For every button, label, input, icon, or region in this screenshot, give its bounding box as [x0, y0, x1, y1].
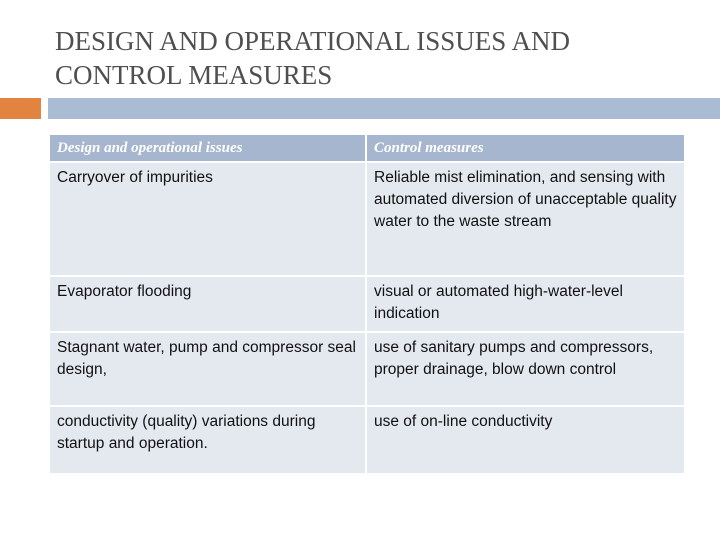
- table-row: [49, 162, 685, 276]
- table-header-row: [49, 134, 685, 162]
- issue-cell: Evaporator flooding: [49, 276, 366, 332]
- table-row: [49, 406, 685, 474]
- issue-cell: conductivity (quality) variations during startup and operation.: [49, 406, 366, 474]
- table-row: [49, 276, 685, 332]
- accent-bar-blue: [48, 98, 720, 119]
- header-control-measures: Control measures: [366, 134, 685, 162]
- issue-cell: Stagnant water, pump and compressor seal design,: [49, 332, 366, 406]
- control-cell: visual or automated high-water-level indication: [366, 276, 685, 332]
- issue-cell: Carryover of impurities: [49, 162, 366, 276]
- control-cell: use of sanitary pumps and compressors, proper drainage, blow down control: [366, 332, 685, 406]
- control-cell: Reliable mist elimination, and sensing with automated diversion of unacceptable quality water to the waste stream: [366, 162, 685, 276]
- issues-table: [48, 133, 686, 475]
- table-row: [49, 332, 685, 406]
- accent-bar-orange: [0, 98, 41, 119]
- control-cell: use of on-line conductivity: [366, 406, 685, 474]
- slide-title: DESIGN AND OPERATIONAL ISSUES AND CONTROL MEASURES: [55, 26, 571, 90]
- header-design-issues: Design and operational issues: [49, 134, 366, 162]
